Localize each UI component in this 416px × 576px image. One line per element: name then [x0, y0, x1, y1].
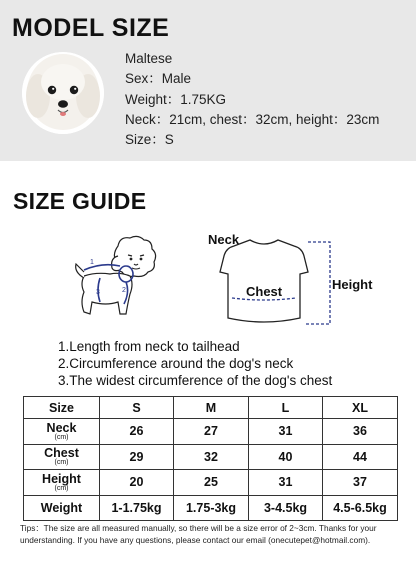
dog-label-3: 3	[96, 289, 100, 296]
table-cell: 40	[249, 444, 323, 470]
table-cell: 25	[174, 470, 249, 496]
table-cell: 26	[100, 419, 174, 445]
chest-label: Chest	[246, 284, 283, 299]
tips-text: Tips：The size are all measured manually, so there will be a size error of 2~3cm. Thanks for your understanding. If you have any questions, please contact our email (onecutepet@hotmail.com).	[20, 523, 377, 545]
table-cell: 44	[323, 444, 398, 470]
table-header: XL	[323, 397, 398, 419]
dog-label-1: 1	[90, 259, 94, 266]
table-cell: 27	[174, 419, 249, 445]
row-label-height: Height (cm)	[24, 470, 100, 496]
dog-measurement-diagram	[70, 232, 170, 322]
model-size: Size：S	[125, 132, 174, 148]
table-header-row	[24, 397, 398, 419]
model-info	[125, 49, 379, 150]
row-label-chest: Chest (cm)	[24, 444, 100, 470]
table-row	[24, 444, 398, 470]
model-weight: Weight：1.75KG	[125, 91, 227, 107]
instruction-2: 2.Circumference around the dog's neck	[58, 356, 294, 371]
table-row	[24, 495, 398, 521]
model-size-section	[0, 0, 416, 161]
dog-label-2: 2	[122, 287, 126, 294]
size-guide-title: SIZE GUIDE	[13, 188, 147, 214]
row-label-weight: Weight	[24, 495, 100, 521]
height-label: Height	[332, 277, 373, 292]
table-cell: 29	[100, 444, 174, 470]
instruction-1: 1.Length from neck to tailhead	[58, 339, 240, 354]
table-cell: 31	[249, 419, 323, 445]
model-sex: Sex：Male	[125, 71, 192, 87]
table-cell: 36	[323, 419, 398, 445]
model-measurements: Neck：21cm, chest：32cm, height：23cm	[125, 111, 380, 127]
table-header: M	[174, 397, 249, 419]
dog-avatar	[22, 52, 104, 134]
table-cell: 3-4.5kg	[249, 495, 323, 521]
table-cell: 20	[100, 470, 174, 496]
table-cell: 1.75-3kg	[174, 495, 249, 521]
table-cell: 1-1.75kg	[100, 495, 174, 521]
row-label-neck: Neck (cm)	[24, 419, 100, 445]
table-row	[24, 470, 398, 496]
table-header: S	[100, 397, 174, 419]
table-header: L	[249, 397, 323, 419]
table-row	[24, 419, 398, 445]
table-cell: 31	[249, 470, 323, 496]
model-size-title: MODEL SIZE	[12, 14, 170, 42]
model-breed: Maltese	[125, 51, 173, 66]
table-cell: 32	[174, 444, 249, 470]
table-cell: 4.5-6.5kg	[323, 495, 398, 521]
measurement-instructions	[58, 338, 332, 389]
table-cell: 37	[323, 470, 398, 496]
table-header: Size	[24, 397, 100, 419]
size-table	[23, 396, 398, 521]
instruction-3: 3.The widest circumference of the dog's chest	[58, 373, 333, 388]
neck-label: Neck	[208, 232, 240, 247]
